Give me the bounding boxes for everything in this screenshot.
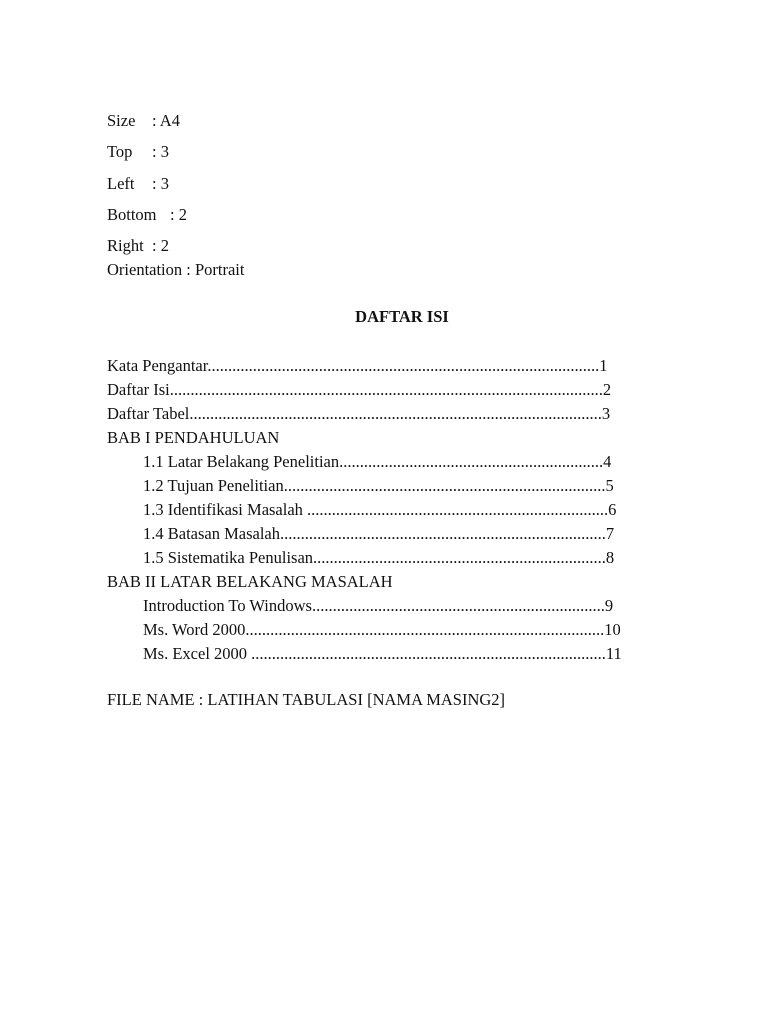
toc-entry-page: 2 — [602, 382, 612, 399]
toc-entry-leader: ....................................................................... — [313, 550, 606, 567]
toc-title: DAFTAR ISI — [355, 307, 449, 326]
bottom-value: : 2 — [170, 205, 187, 224]
toc-entry-leader: ...................................................................................... — [251, 646, 606, 663]
page-setup-bottom — [107, 207, 187, 224]
toc-entry-1-4 — [143, 526, 614, 543]
toc-entry-leader: ......................................................................................................... — [169, 382, 603, 399]
toc-entry-leader: ....................................................................... — [311, 598, 605, 615]
toc-entry-text: Kata Pengantar — [107, 358, 208, 375]
toc-entry-page: 9 — [604, 598, 614, 615]
top-value: : 3 — [152, 142, 169, 161]
toc-entry-text: BAB II LATAR BELAKANG MASALAH — [107, 574, 393, 591]
toc-entry-text: Introduction To Windows — [143, 598, 312, 615]
toc-entry-1-2 — [143, 478, 614, 495]
page-setup-right — [107, 238, 169, 255]
toc-entry-ms-word — [143, 622, 621, 639]
right-label: Right — [107, 236, 144, 255]
toc-entry-text: 1.5 Sistematika Penulisan — [143, 550, 314, 567]
toc-entry-1-5 — [143, 550, 614, 567]
toc-entry-ms-excel — [143, 646, 622, 663]
toc-entry-daftar-isi — [107, 382, 611, 399]
page-setup-left — [107, 176, 169, 193]
file-name-note: FILE NAME : LATIHAN TABULASI [NAMA MASING2] — [107, 690, 506, 709]
toc-entry-leader: ............................................................................... — [280, 526, 606, 543]
toc-entry-kata-pengantar — [107, 358, 607, 375]
size-label: Size — [107, 111, 136, 130]
toc-entry-1-1 — [143, 454, 611, 471]
top-label: Top — [107, 142, 133, 161]
toc-entry-page: 4 — [603, 454, 612, 471]
toc-entry-intro-windows — [143, 598, 613, 615]
toc-entry-text: 1.3 Identifikasi Masalah — [143, 502, 308, 519]
page-setup-size — [107, 113, 180, 130]
toc-entry-page: 3 — [601, 406, 611, 423]
toc-entry-page: 1 — [599, 358, 608, 375]
toc-entry-text: Daftar Tabel — [107, 406, 190, 423]
left-value: : 3 — [152, 174, 169, 193]
right-value: : 2 — [152, 236, 169, 255]
toc-entry-page: 10 — [604, 622, 621, 639]
toc-entry-text: Daftar Isi — [107, 382, 170, 399]
toc-entry-1-3 — [143, 502, 616, 519]
toc-entry-page: 5 — [605, 478, 614, 495]
toc-heading-bab-2 — [107, 574, 393, 591]
toc-entry-leader: ....................................................................................... — [245, 622, 605, 639]
toc-entry-daftar-tabel — [107, 406, 610, 423]
toc-entry-leader: ......................................................................... — [307, 502, 609, 519]
toc-entry-leader: .................................................................................................... — [189, 406, 602, 423]
left-label: Left — [107, 174, 135, 193]
page-setup-orientation: Orientation : Portrait — [107, 260, 245, 279]
toc-entry-leader: ............................................................................................... — [207, 358, 600, 375]
toc-heading-bab-1 — [107, 430, 279, 447]
toc-entry-text: BAB I PENDAHULUAN — [107, 430, 280, 447]
toc-entry-page: 6 — [608, 502, 617, 519]
toc-entry-page: 8 — [605, 550, 615, 567]
toc-entry-text: 1.2 Tujuan Penelitian — [143, 478, 284, 495]
page-setup-top — [107, 144, 169, 161]
toc-entry-text: Ms. Excel 2000 — [143, 646, 252, 663]
toc-entry-leader: .............................................................................. — [283, 478, 606, 495]
size-value: : A4 — [152, 111, 180, 130]
toc-entry-text: Ms. Word 2000 — [143, 622, 246, 639]
toc-entry-text: 1.1 Latar Belakang Penelitian — [143, 454, 340, 471]
toc-entry-leader: ................................................................ — [339, 454, 604, 471]
toc-entry-page: 11 — [605, 646, 622, 663]
bottom-label: Bottom — [107, 205, 157, 224]
toc-entry-page: 7 — [605, 526, 615, 543]
toc-entry-text: 1.4 Batasan Masalah — [143, 526, 281, 543]
